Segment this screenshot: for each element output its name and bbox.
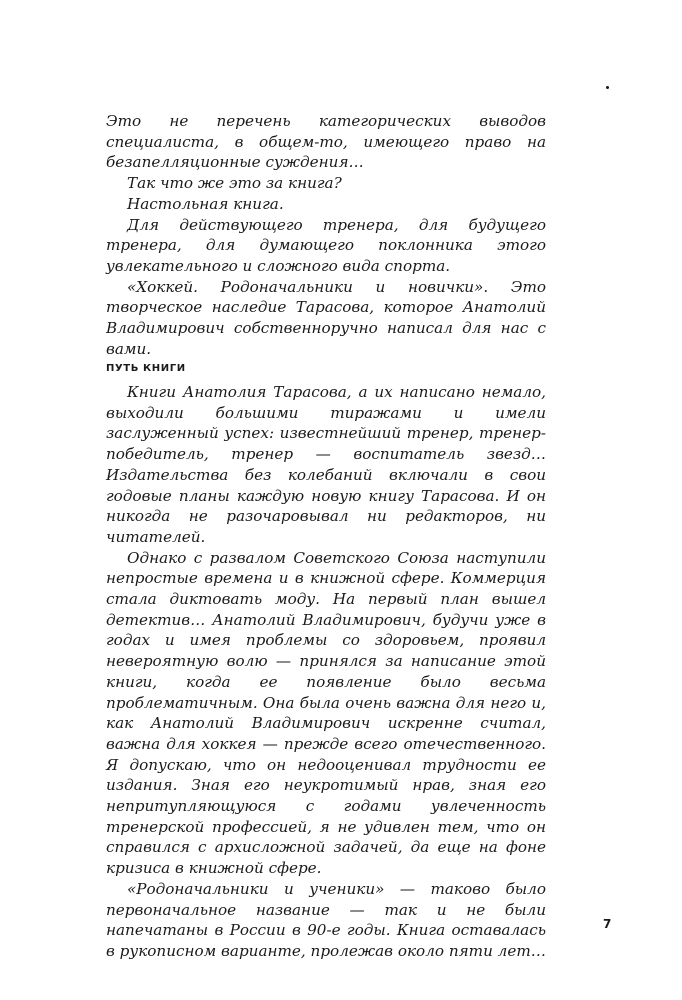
intro-text bbox=[106, 111, 546, 359]
page-number: 7 bbox=[603, 917, 612, 931]
intro-paragraph-1: Это не перечень категорических выводов специалиста, в общем-то, имеющего право на безапелляционные суждения… bbox=[106, 112, 546, 172]
section-paragraph-3: «Родоначальники и ученики» — таково было первоначальное название — так и не были напечатаны в России в 90-е годы. Книга оставалась в рукописном варианте, пролежав около пяти лет… bbox=[106, 879, 546, 960]
intro-paragraph-2: Так что же это за книга? bbox=[127, 174, 342, 193]
section-paragraph-2: Однако с развалом Советского Союза наступили непростые времена и в книжной сфере. Коммерция стала диктовать моду. На первый план вышел детектив… Анатолий Владимирович, будучи уже в годах и имея проблемы со здоровьем, проявил невероятную волю — принялся за написание этой книги, когда ее появление было весьма проблематичным. Она была очень важна для него и, как Анатолий Владимирович искренне считал, важна для хоккея — прежде всего отечественного. Я допускаю, что он недооценивал трудности ее издания. Зная его неукротимый нрав, зная его непритупляющуюся с годами увлеченность тренерской профессией, я не удивлен тем, что он справился с архисложной задачей, да еще на фоне кризиса в книжной сфере. bbox=[106, 548, 546, 878]
intro-paragraph-4: Для действующего тренера, для будущего тренера, для думающего поклонника этого увлекательного и сложного вида спорта. bbox=[106, 215, 546, 275]
intro-paragraph-5: «Хоккей. Родоначальники и новички». Это творческое наследие Тарасова, которое Анатолий Владимирович собственноручно написал для нас с вами. bbox=[106, 277, 546, 358]
margin-dot bbox=[606, 86, 609, 89]
section-heading: ПУТЬ КНИГИ bbox=[106, 363, 186, 374]
section-paragraph-1: Книги Анатолия Тарасова, а их написано немало, выходили большими тиражами и имели заслуженный успех: известнейший тренер, тренер-победитель, тренер — воспитатель звезд… Издательства без колебаний включали в свои годовые планы каждую новую книгу Тарасова. И он никогда не разочаровывал ни редакторов, ни читателей. bbox=[106, 383, 546, 546]
section-text bbox=[106, 382, 546, 962]
intro-paragraph-3: Настольная книга. bbox=[127, 194, 284, 213]
